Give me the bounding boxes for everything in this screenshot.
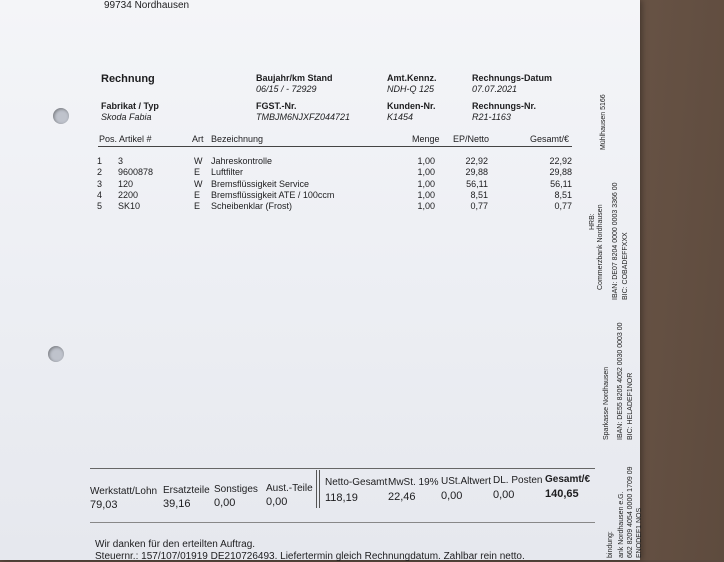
summary-top-rule xyxy=(90,468,595,469)
ust-altwert-value: 0,00 xyxy=(441,490,463,502)
cell-bez: Luftfilter xyxy=(211,167,244,178)
punch-hole xyxy=(48,346,64,362)
cell-art: E xyxy=(194,201,201,212)
col-art: Art xyxy=(192,134,204,144)
cell-art: E xyxy=(194,189,201,200)
bank2-iban: IBAN: DE55 8205 4052 0030 0003 00 xyxy=(617,322,624,440)
summary-divider xyxy=(316,470,317,508)
sonstiges-label: Sonstiges xyxy=(214,484,258,495)
cell-menge: 1,00 xyxy=(417,189,435,200)
summary-divider xyxy=(319,470,320,508)
cell-menge: 1,00 xyxy=(417,178,435,189)
kennzeichen-label: Amt.Kennz. xyxy=(387,73,437,83)
aust-teile-label: Aust.-Teile xyxy=(266,483,313,494)
netto-gesamt-label: Netto-Gesamt xyxy=(325,477,388,488)
dl-posten-value: 0,00 xyxy=(493,489,515,501)
table-row xyxy=(95,167,585,178)
cell-artikel: 120 xyxy=(118,178,134,189)
cell-bez: Bremsflüssigkeit Service xyxy=(211,178,310,189)
netto-gesamt-value: 118,19 xyxy=(325,492,358,504)
col-gesamt: Gesamt/€ xyxy=(530,134,570,144)
document-title: Rechnung xyxy=(101,73,155,85)
aust-teile-value: 0,00 xyxy=(266,496,288,508)
fabrikat-value: Skoda Fabia xyxy=(101,112,152,122)
cell-ep: 29,88 xyxy=(465,167,488,178)
header-divider xyxy=(98,146,572,147)
bank2-name: Sparkasse Nordhausen xyxy=(603,366,610,440)
bank3-iban: 662 8209 4054 0000 1709 09 xyxy=(627,466,634,558)
cell-menge: 1,00 xyxy=(417,156,435,166)
kunden-nr-label: Kunden-Nr. xyxy=(387,101,436,111)
cell-bez: Bremsflüssigkeit ATE / 100ccm xyxy=(211,189,335,200)
cell-menge: 1,00 xyxy=(417,167,435,178)
cell-menge: 1,00 xyxy=(417,201,435,212)
table-row xyxy=(95,179,585,190)
cell-ep: 22,92 xyxy=(465,156,488,166)
col-bezeichnung: Bezeichnung xyxy=(211,134,264,144)
footer-tax-terms: Steuernr.: 157/107/01919 DE210726493. Liefertermin gleich Rechnungdatum. Zahlbar rein netto. xyxy=(95,551,525,562)
bank3-heading: bindung: xyxy=(607,531,614,558)
ust-altwert-label: USt.Altwert xyxy=(441,476,492,487)
rechnungs-nr-value: R21-1163 xyxy=(472,112,511,122)
hrb-label: HRB: xyxy=(589,213,596,230)
ersatzteile-value: 39,16 xyxy=(163,498,191,510)
bank1-bic: BIC: COBADEFFXXX xyxy=(622,232,629,300)
cell-pos: 3 xyxy=(97,178,103,189)
fgst-value: TMBJM6NJXFZ044721 xyxy=(256,112,351,122)
footer-rule xyxy=(90,522,595,523)
cell-gesamt: 56,11 xyxy=(550,178,572,189)
bank3-name: ank Nordhausen e.G. xyxy=(618,491,625,558)
table-header xyxy=(95,134,585,145)
werkstatt-label: Werkstatt/Lohn xyxy=(90,486,158,497)
baujahr-value: 06/15 / - 72929 xyxy=(256,84,317,94)
table-row xyxy=(95,156,585,167)
address-city: 99734 Nordhausen xyxy=(104,0,190,11)
bank3-bic: ENODEF1 NOS xyxy=(636,507,643,558)
cell-gesamt: 8,51 xyxy=(554,189,572,200)
cell-art: E xyxy=(194,167,201,178)
table-row xyxy=(95,190,585,201)
cell-gesamt: 29,88 xyxy=(549,167,572,178)
cell-bez: Jahreskontrolle xyxy=(211,156,273,166)
cell-pos: 5 xyxy=(97,201,103,212)
mwst-value: 22,46 xyxy=(388,491,416,503)
cell-artikel: SK10 xyxy=(118,201,141,212)
kennzeichen-value: NDH-Q 125 xyxy=(387,84,435,94)
cell-artikel: 9600878 xyxy=(118,167,154,178)
bank1-name: Commerzbank Nordhausen xyxy=(597,204,604,290)
gesamt-value: 140,65 xyxy=(545,488,579,500)
cell-gesamt: 0,77 xyxy=(554,201,572,212)
cell-bez: Scheibenklar (Frost) xyxy=(211,201,293,212)
baujahr-label: Baujahr/km Stand xyxy=(256,73,333,83)
werkstatt-value: 79,03 xyxy=(90,499,118,511)
col-menge: Menge xyxy=(412,134,440,144)
cell-pos: 1 xyxy=(97,156,103,166)
rechnungsdatum-value: 07.07.2021 xyxy=(472,84,518,94)
fabrikat-label: Fabrikat / Typ xyxy=(101,101,159,111)
cell-ep: 56,11 xyxy=(466,178,488,189)
bank1-iban: IBAN: DE07 8204 0000 0003 3366 00 xyxy=(612,182,619,300)
cell-pos: 2 xyxy=(97,167,103,178)
rechnungsdatum-label: Rechnungs-Datum xyxy=(472,73,553,83)
cell-ep: 0,77 xyxy=(470,201,488,212)
cell-ep: 8,51 xyxy=(470,189,488,200)
rechnungs-nr-label: Rechnungs-Nr. xyxy=(472,101,537,111)
cell-art: W xyxy=(194,178,203,189)
ersatzteile-label: Ersatzteile xyxy=(163,485,210,496)
hrb-register: Mühlhausen 5166 xyxy=(600,94,607,150)
cell-art: W xyxy=(194,156,203,166)
mwst-label: MwSt. 19% xyxy=(388,477,439,488)
table-row xyxy=(95,201,585,212)
cell-artikel: 3 xyxy=(118,156,124,166)
cell-pos: 4 xyxy=(97,189,103,200)
punch-hole xyxy=(53,108,69,124)
cell-artikel: 2200 xyxy=(118,189,139,200)
col-ep-netto: EP/Netto xyxy=(453,134,490,144)
sonstiges-value: 0,00 xyxy=(214,497,236,509)
fgst-label: FGST.-Nr. xyxy=(256,101,297,111)
kunden-nr-value: K1454 xyxy=(387,112,414,122)
bank2-bic: BIC: HELADEF1NOR xyxy=(627,372,634,440)
cell-gesamt: 22,92 xyxy=(549,156,572,166)
footer-thanks: Wir danken für den erteilten Auftrag. xyxy=(95,539,256,550)
col-pos-artikel: Pos. Artikel # xyxy=(99,134,152,144)
dl-posten-label: DL. Posten xyxy=(493,475,543,486)
gesamt-label: Gesamt/€ xyxy=(545,474,591,485)
